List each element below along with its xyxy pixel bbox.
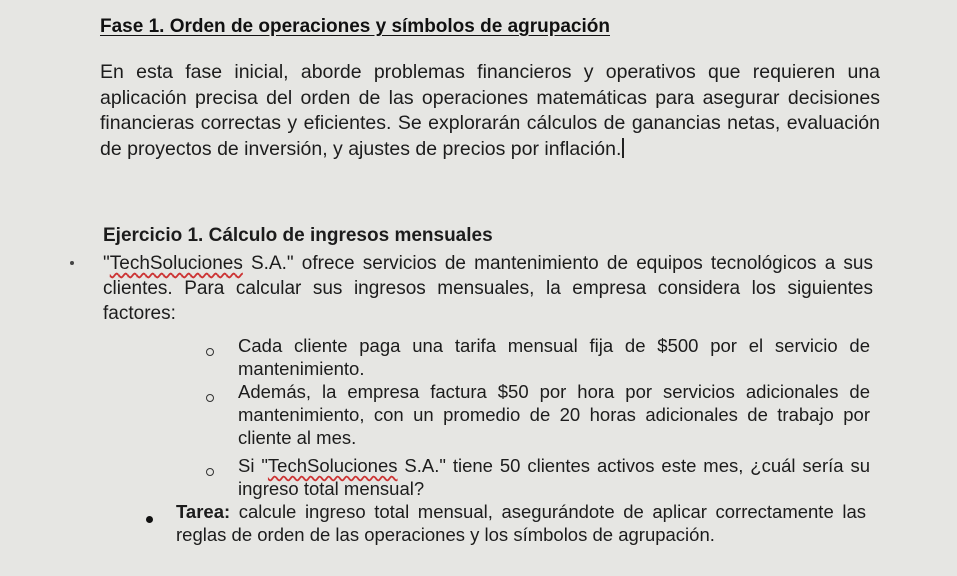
circle-bullet-icon [206,394,214,402]
task-label: Tarea: [176,501,231,522]
text-cursor [622,138,624,158]
task-bullet-icon [146,516,153,523]
exercise-intro-paragraph [103,251,873,326]
factor-item-2 [238,380,870,449]
quote-mark: " [103,253,110,274]
phase-heading [100,16,610,38]
factor-item-1 [238,334,870,380]
exercise-intro-text: S.A." ofrece servicios de mantenimiento de equipos tecnológicos a sus clientes. Para calcular sus ingresos mensuales, la empresa considera los siguientes factores: [103,253,873,324]
factor-3-text: S.A." tiene 50 clientes activos este mes, ¿cuál sería su ingreso total mensual? [238,455,870,499]
phase-intro-text: En esta fase inicial, aborde problemas financieros y operativos que requieren una aplicación precisa del orden de las operaciones matemáticas para asegurar decisiones financieras correctas y eficientes. Se explorarán cálculos de ganancias netas, evaluación de proyectos de inversión, y ajustes de precios por inflación. [100,61,880,160]
paragraph-marker [70,261,74,265]
factor-2-text: Además, la empresa factura $50 por hora por servicios adicionales de mantenimiento, con un promedio de 20 horas adicionales de trabajo por cliente al mes. [238,381,870,448]
factor-3-prefix: Si " [238,455,268,476]
task-item [176,500,866,546]
factor-1-text: Cada cliente paga una tarifa mensual fija de $500 por el servicio de mantenimiento. [238,335,870,379]
company-name-spellcheck: TechSoluciones [109,253,243,274]
task-text: calcule ingreso total mensual, asegurándote de aplicar correctamente las reglas de orden de las operaciones y los símbolos de agrupación. [176,501,866,545]
circle-bullet-icon [206,468,214,476]
phase-intro-paragraph[interactable] [100,60,880,162]
exercise-title: Ejercicio 1. Cálculo de ingresos mensuales [103,225,493,246]
phase-title: Fase 1. Orden de operaciones y símbolos de agrupación [100,16,610,37]
circle-bullet-icon [206,348,214,356]
company-name-spellcheck: TechSoluciones [267,455,398,476]
factor-item-3 [238,454,870,500]
